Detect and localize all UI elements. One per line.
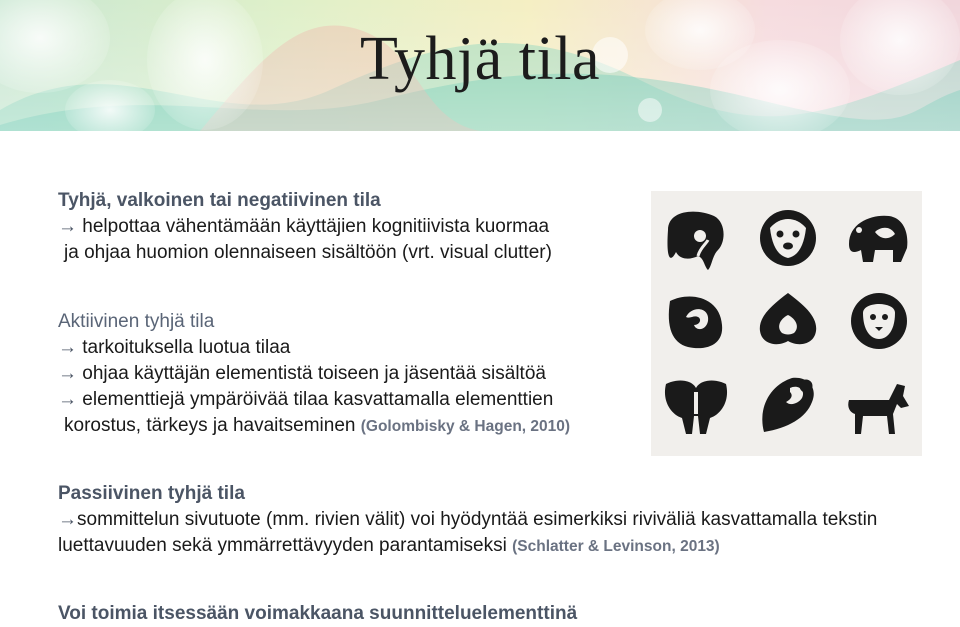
- arrow-icon: →: [58, 389, 77, 410]
- citation: (Golombisky & Hagen, 2010): [360, 418, 571, 435]
- section-heading: Aktiivinen tyhjä tila: [58, 311, 215, 332]
- section-passive-whitespace: [58, 481, 877, 560]
- citation: (Schlatter & Levinson, 2013): [512, 538, 720, 555]
- bullet-text: elementtiejä ympäröivää tilaa kasvattamalla elementtien: [82, 389, 554, 410]
- arrow-icon: →: [58, 216, 77, 237]
- bullet-text: ohjaa käyttäjän elementistä toiseen ja jäsentää sisältöä: [82, 363, 546, 384]
- arrow-icon: →: [58, 337, 77, 358]
- bullet-line: [58, 335, 570, 361]
- horse-rider-icon: [848, 379, 909, 434]
- elephant-pair-icon: [665, 381, 727, 434]
- header-banner: [0, 0, 960, 131]
- bullet-line: [58, 361, 570, 387]
- closing-statement-block: [58, 601, 577, 627]
- bullet-text: luettavuuden sekä ymmärrettävyyden parantamiseksi: [58, 535, 507, 556]
- dog-face-icon: [760, 210, 816, 266]
- section-active-whitespace: [58, 309, 570, 440]
- negative-space-logo-grid: [651, 191, 922, 456]
- bullet-text: tarkoituksella luotua tilaa: [82, 337, 291, 358]
- bullet-text: helpottaa vähentämään käyttäjien kognitiivista kuormaa: [82, 216, 550, 237]
- bullet-line: [58, 507, 877, 533]
- bullet-line: [58, 387, 570, 413]
- lion-face-icon: [851, 293, 907, 349]
- bullet-line-continued: [58, 533, 877, 560]
- bird-heart-icon: [760, 293, 816, 344]
- arrow-icon: →: [58, 363, 77, 384]
- bullet-line-continued: ja ohjaa huomion olennaiseen sisältöön (vrt. visual clutter): [64, 242, 552, 263]
- section-heading: Passiivinen tyhjä tila: [58, 483, 245, 504]
- bullet-line-continued: [58, 413, 570, 440]
- swan-heart-icon: [762, 378, 813, 432]
- bullet-line: [58, 214, 552, 240]
- slide-title: Tyhjä tila: [360, 25, 600, 93]
- arrow-icon: →: [58, 509, 77, 530]
- swan-icon: [669, 296, 722, 348]
- elephant-icon: [667, 212, 723, 270]
- closing-statement: Voi toimia itsessään voimakkaana suunnitteluelementtinä: [58, 603, 578, 624]
- bullet-text: sommittelun sivutuote (mm. rivien välit) voi hyödyntää esimerkiksi riviväliä kasvattamalla tekstin: [77, 509, 878, 530]
- section-whitespace-intro: [58, 188, 552, 266]
- bear-icon: [849, 216, 907, 262]
- section-heading: Tyhjä, valkoinen tai negatiivinen tila: [58, 190, 381, 211]
- bullet-text: korostus, tärkeys ja havaitseminen: [64, 415, 356, 436]
